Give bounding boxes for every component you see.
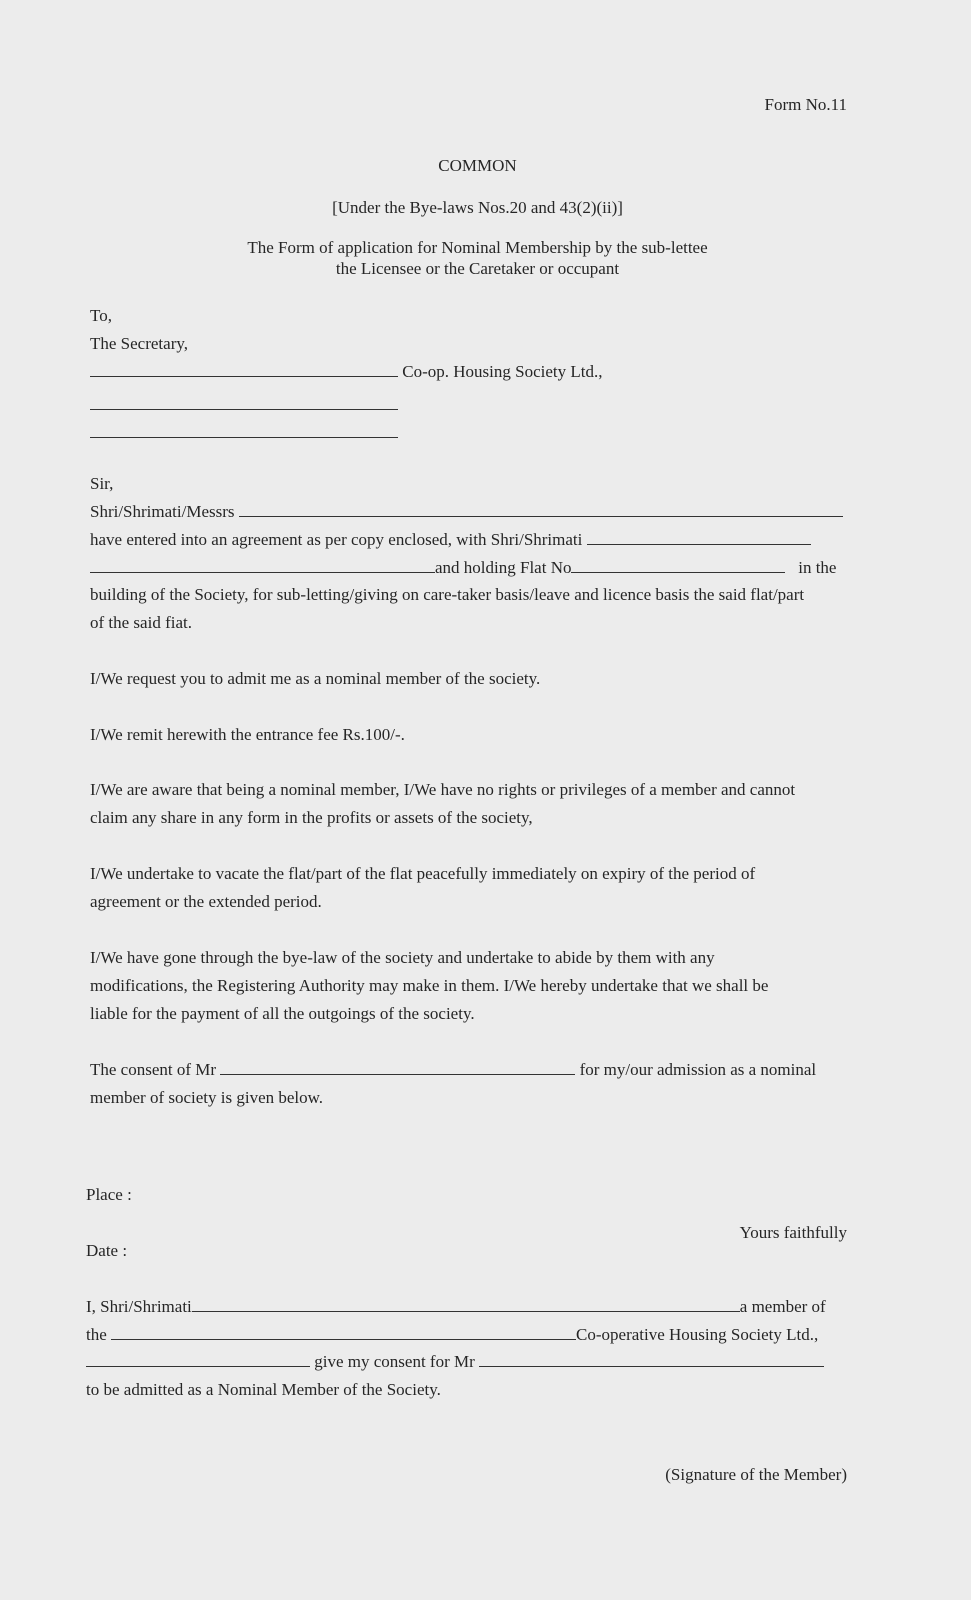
paragraph-aware: I/We are aware that being a nominal member, I/We have no rights or privileges of a member and cannot: [90, 780, 796, 799]
consent-line: [86, 1351, 824, 1373]
p1-line: [90, 501, 843, 523]
paragraph-byelaw: modifications, the Registering Authority may make in them. I/We hereby undertake that we shall be: [90, 976, 769, 995]
consent-line: [86, 1296, 826, 1318]
address-line-3: [90, 422, 398, 444]
p1-line: [90, 529, 811, 551]
paragraph-fee: I/We remit herewith the entrance fee Rs.100/-.: [90, 725, 405, 744]
address-society-line: [90, 361, 602, 383]
salutation: Sir,: [90, 474, 114, 493]
heading-line-1: The Form of application for Nominal Membership by the sub-lettee: [247, 238, 708, 257]
paragraph-byelaw: I/We have gone through the bye-law of the society and undertake to abide by them with any: [90, 948, 715, 967]
signature-label: (Signature of the Member): [665, 1465, 847, 1484]
address-blank[interactable]: [90, 422, 398, 438]
place-label: Place :: [86, 1185, 132, 1204]
paragraph-vacate: I/We undertake to vacate the flat/part of the flat peacefully immediately on expiry of the period of: [90, 864, 756, 883]
flat-blank[interactable]: [86, 1351, 310, 1367]
text: for my/our admission as a nominal: [579, 1060, 817, 1079]
consent-line: [86, 1324, 818, 1346]
paragraph-vacate: agreement or the extended period.: [90, 892, 322, 911]
text: a member of: [739, 1297, 826, 1316]
paragraph-request: I/We request you to admit me as a nominal member of the society.: [90, 669, 541, 688]
form-title: COMMON: [438, 156, 517, 175]
p1-line: [90, 557, 836, 579]
date-label: Date :: [86, 1241, 128, 1260]
text: I, Shri/Shrimati: [86, 1297, 192, 1316]
text: in the: [798, 558, 837, 577]
paragraph-aware: claim any share in any form in the profits or assets of the society,: [90, 808, 533, 827]
text: Shri/Shrimati/Messrs: [90, 502, 235, 521]
society-name-blank[interactable]: [111, 1324, 576, 1340]
p1-line: of the said fiat.: [90, 613, 192, 632]
address-secretary: The Secretary,: [90, 334, 189, 353]
society-name-blank[interactable]: [90, 361, 398, 377]
text: the: [86, 1325, 107, 1344]
flat-no-blank[interactable]: [571, 557, 785, 573]
applicant-name-blank[interactable]: [239, 501, 843, 517]
p1-line: building of the Society, for sub-letting/giving on care-taker basis/leave and licence basis the said flat/part: [90, 585, 805, 604]
paragraph-consent: [90, 1059, 816, 1081]
paragraph-consent: member of society is given below.: [90, 1088, 324, 1107]
text: and holding Flat No: [435, 558, 572, 577]
address-blank[interactable]: [90, 394, 398, 410]
text: have entered into an agreement as per copy enclosed, with Shri/Shrimati: [90, 530, 583, 549]
heading-line-2: the Licensee or the Caretaker or occupant: [335, 259, 620, 278]
society-suffix: Co-op. Housing Society Ltd.,: [402, 362, 603, 381]
paragraph-byelaw: liable for the payment of all the outgoings of the society.: [90, 1004, 475, 1023]
address-line-2: [90, 394, 398, 416]
address-to: To,: [90, 306, 112, 325]
consent-line: to be admitted as a Nominal Member of the Society.: [86, 1380, 441, 1399]
form-subtitle: [Under the Bye-laws Nos.20 and 43(2)(ii)]: [332, 198, 623, 217]
member-name-blank[interactable]: [192, 1296, 740, 1312]
closing: Yours faithfully: [739, 1223, 847, 1242]
text: give my consent for Mr: [314, 1352, 475, 1371]
nominee-name-blank[interactable]: [479, 1351, 824, 1367]
consenting-member-blank[interactable]: [220, 1059, 575, 1075]
text: The consent of Mr: [90, 1060, 217, 1079]
member-name-blank-2[interactable]: [90, 557, 435, 573]
member-name-blank[interactable]: [587, 529, 811, 545]
form-number: Form No.11: [764, 95, 847, 114]
text: Co-operative Housing Society Ltd.,: [576, 1325, 819, 1344]
